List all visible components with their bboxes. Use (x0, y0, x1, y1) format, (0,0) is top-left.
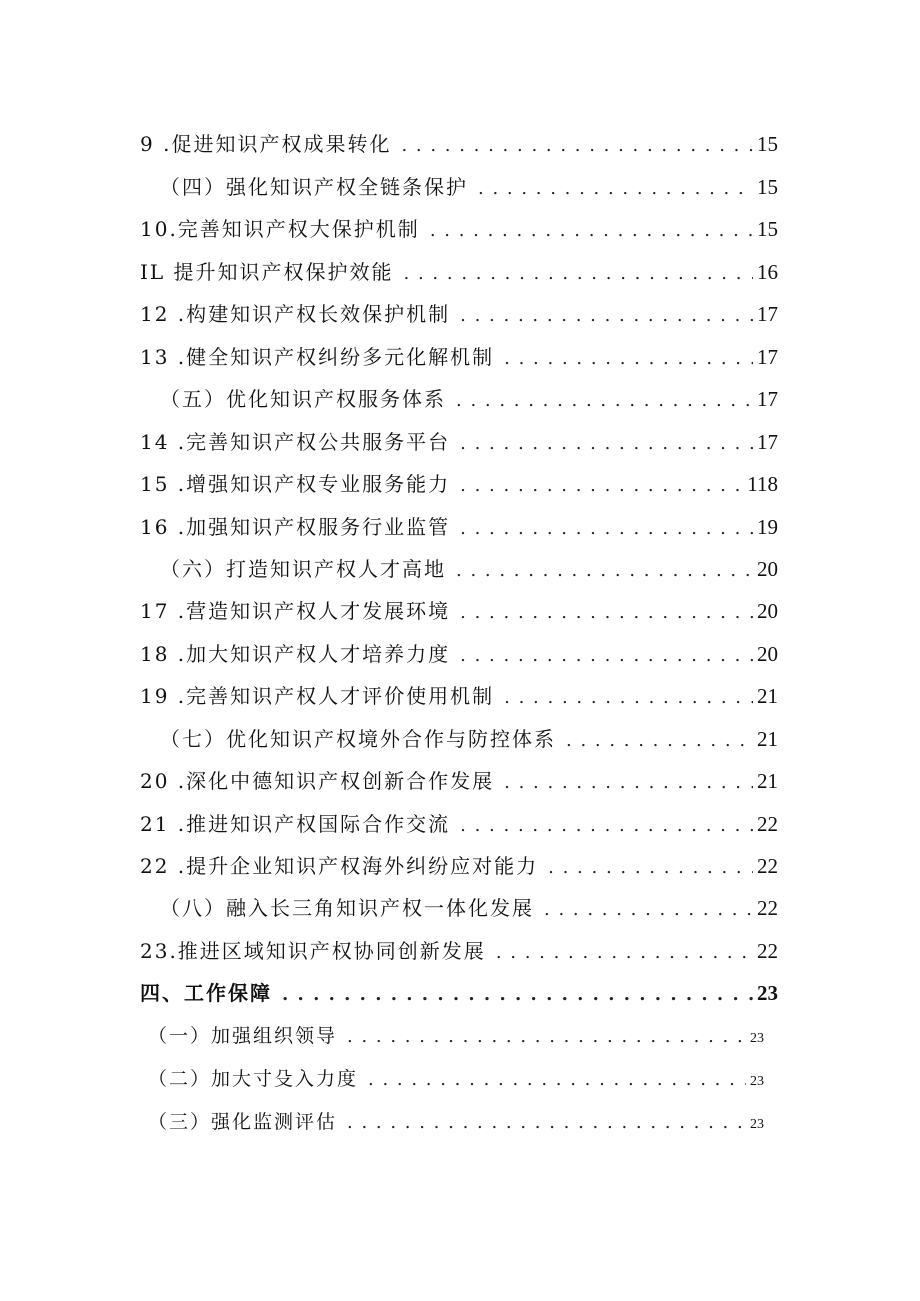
dot-leader (456, 562, 753, 580)
toc-page-number: 21 (757, 727, 778, 751)
toc-entry[interactable] (140, 686, 778, 707)
dot-leader (460, 435, 753, 453)
toc-page-number: 20 (757, 557, 778, 581)
toc-entry[interactable] (140, 474, 778, 495)
dot-leader (504, 350, 753, 368)
dot-leader (401, 137, 753, 155)
toc-entry-label: 22 .提升企业知识产权海外纠纷应对能力 (140, 854, 539, 878)
toc-page-number: 15 (757, 217, 778, 241)
toc-page-number: 21 (757, 769, 778, 793)
toc-entry[interactable] (140, 814, 778, 835)
toc-page-number: 17 (757, 430, 778, 454)
dot-leader (430, 222, 753, 240)
toc-page-number: 118 (747, 472, 778, 496)
toc-page-number: 15 (757, 132, 778, 156)
toc-section-entry[interactable] (160, 177, 778, 198)
toc-entry[interactable] (140, 856, 778, 877)
toc-page-number: 22 (757, 854, 778, 878)
dot-leader (460, 647, 753, 665)
toc-page-number: 22 (757, 939, 778, 963)
toc-entry-label: （六）打造知识产权人才高地 (160, 557, 446, 581)
toc-entry[interactable] (140, 771, 778, 792)
dot-leader (504, 689, 753, 707)
dot-leader (282, 986, 753, 1004)
toc-section-entry[interactable] (148, 1113, 764, 1132)
toc-section-entry[interactable] (160, 559, 778, 580)
toc-entry-label: （五）优化知识产权服务体系 (160, 387, 446, 411)
toc-entry[interactable] (140, 432, 778, 453)
toc-entry[interactable] (140, 601, 778, 622)
toc-page-number: 17 (757, 345, 778, 369)
toc-page-number: 23 (750, 1074, 764, 1089)
toc-entry-label: 14 .完善知识产权公共服务平台 (140, 430, 451, 454)
toc-entry-label: 20 .深化中德知识产权创新合作发展 (140, 769, 495, 793)
dot-leader (460, 817, 753, 835)
toc-entry-label: 18 .加大知识产权人才培养力度 (140, 642, 451, 666)
toc-page-number: 20 (757, 599, 778, 623)
toc-entry[interactable] (140, 304, 778, 325)
toc-page-number: 17 (757, 387, 778, 411)
toc-entry-label: IL 提升知识产权保护效能 (140, 260, 394, 284)
dot-leader (368, 1071, 746, 1089)
toc-entry-label: （七）优化知识产权境外合作与防控体系 (160, 727, 556, 751)
toc-entry-label: 19 .完善知识产权人才评价使用机制 (140, 684, 495, 708)
dot-leader (460, 307, 753, 325)
dot-leader (460, 604, 753, 622)
toc-entry[interactable] (140, 134, 778, 155)
toc-chapter-entry[interactable] (140, 983, 778, 1004)
dot-leader (456, 392, 753, 410)
toc-entry[interactable] (140, 262, 778, 283)
dot-leader (347, 1028, 746, 1046)
toc-entry-label: （四）强化知识产权全链条保护 (160, 175, 468, 199)
toc-entry[interactable] (140, 941, 778, 962)
toc-entry-label: （二）加大寸殳入力度 (148, 1068, 359, 1090)
toc-entry-label: 16 .加强知识产权服务行业监管 (140, 515, 451, 539)
dot-leader (496, 944, 753, 962)
toc-entry[interactable] (140, 517, 778, 538)
dot-leader (504, 774, 753, 792)
toc-page-number: 15 (757, 175, 778, 199)
toc-entry-label: 21 .推进知识产权国际合作交流 (140, 812, 451, 836)
dot-leader (347, 1114, 746, 1132)
toc-entry-label: 9 .促进知识产权成果转化 (140, 132, 392, 156)
toc-entry-label: （八）融入长三角知识产权一体化发展 (160, 896, 534, 920)
toc-entry[interactable] (140, 644, 778, 665)
toc-entry-label: 13 .健全知识产权纠纷多元化解机制 (140, 345, 495, 369)
toc-page-number: 17 (757, 302, 778, 326)
toc-page-number: 22 (757, 896, 778, 920)
toc-entry-label: （一）加强组织领导 (148, 1025, 338, 1047)
toc-entry[interactable] (140, 219, 778, 240)
toc-page-number: 16 (757, 260, 778, 284)
toc-page-number: 21 (757, 684, 778, 708)
toc-section-entry[interactable] (160, 898, 778, 919)
toc-page-number: 23 (757, 981, 778, 1005)
toc-section-entry[interactable] (148, 1027, 764, 1046)
toc-entry-label: 10.完善知识产权大保护机制 (140, 217, 420, 241)
toc-page-number: 19 (757, 515, 778, 539)
dot-leader (460, 520, 753, 538)
toc-page-number: 20 (757, 642, 778, 666)
toc-entry-label: （三）强化监测评估 (148, 1111, 338, 1133)
dot-leader (566, 732, 753, 750)
toc-entry-label: 23.推进区域知识产权协同创新发展 (140, 939, 486, 963)
toc-page-number: 22 (757, 812, 778, 836)
dot-leader (548, 859, 753, 877)
dot-leader (478, 180, 753, 198)
toc-page-number: 23 (750, 1031, 764, 1046)
toc-entry[interactable] (140, 347, 778, 368)
toc-entry-label: 四、工作保障 (140, 981, 272, 1005)
dot-leader (460, 477, 743, 495)
toc-page-number: 23 (750, 1117, 764, 1132)
toc-entry-label: 15 .增强知识产权专业服务能力 (140, 472, 451, 496)
toc-entry-label: 12 .构建知识产权长效保护机制 (140, 302, 451, 326)
toc-section-entry[interactable] (160, 729, 778, 750)
dot-leader (404, 265, 753, 283)
toc-entry-label: 17 .营造知识产权人才发展环境 (140, 599, 451, 623)
dot-leader (544, 901, 753, 919)
toc-section-entry[interactable] (148, 1070, 764, 1089)
toc-section-entry[interactable] (160, 389, 778, 410)
